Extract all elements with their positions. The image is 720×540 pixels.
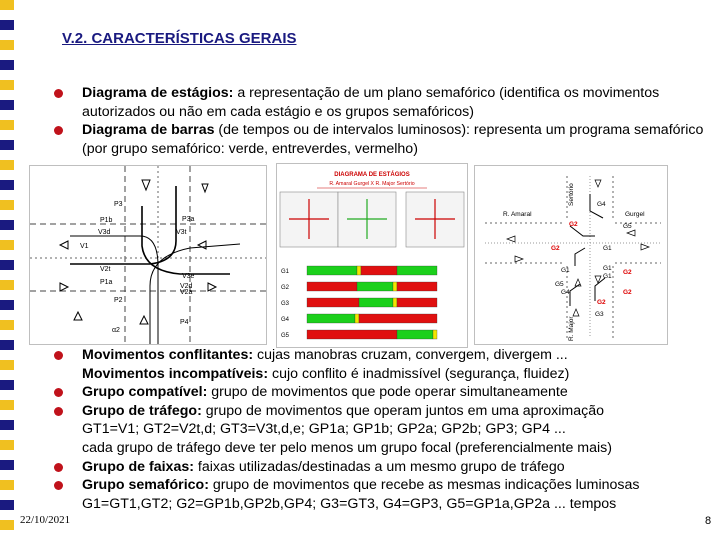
signal-group-label-red: G2 (597, 299, 606, 306)
bullet-term: Grupo de faixas: (82, 458, 194, 475)
signal-group-label: G5 (623, 223, 632, 230)
bullet-term: Diagrama de barras (82, 122, 215, 139)
movement-label: P3 (114, 201, 123, 208)
stage-diagram-subtitle: R. Amaral Gurgel X R. Major Sertório (329, 181, 415, 187)
bullet-dot-icon (54, 89, 63, 98)
bar-segment (307, 314, 355, 323)
stripe-block (0, 20, 14, 30)
bullet-term: Grupo compatível: (82, 384, 208, 401)
signal-group-label: G3 (595, 311, 604, 318)
bullet-dot-icon (54, 463, 63, 472)
stripe-block (0, 140, 14, 150)
movement-label: V2a (180, 289, 193, 296)
signal-group-label-red: G2 (551, 245, 560, 252)
bullet-term: Movimentos conflitantes: (82, 347, 254, 363)
signal-group-label: G4 (597, 201, 606, 208)
stripe-block (0, 500, 14, 510)
bullet-text: faixas utilizadas/destinadas a um mesmo grupo de tráfego (193, 458, 565, 475)
signal-group-label-red: G2 (623, 289, 632, 296)
bullet-item (52, 495, 716, 514)
bullet-item (52, 346, 716, 365)
street-label: R. Major (568, 316, 575, 341)
bullet-term: Grupo semafórico: (82, 477, 209, 494)
movement-label: V3d (98, 229, 111, 236)
stage-and-bar-diagram (276, 163, 468, 348)
bar-segment (359, 314, 437, 323)
movement-label: α2 (112, 327, 120, 334)
movement-diagram (29, 165, 267, 345)
signal-group-label: G1 (603, 245, 612, 252)
bullet-item (52, 84, 716, 121)
signal-group-label: G5 (555, 281, 564, 288)
signal-group-label-red: G2 (569, 221, 578, 228)
bar-segment (355, 314, 359, 323)
bar-segment (393, 282, 397, 291)
movement-label: V2d (180, 283, 193, 290)
bullet-term: Grupo de tráfego: (82, 402, 202, 419)
signal-group-label: G1 (603, 265, 612, 272)
bullet-text: GT1=V1; GT2=V2t,d; GT3=V3t,d,e; GP1a; GP1b; GP2a; GP2b; GP3; GP4 ... (82, 421, 566, 438)
bullet-term: Diagrama de estágios: (82, 85, 234, 101)
movement-label: V3e (182, 273, 195, 280)
stripe-block (0, 420, 14, 430)
stripe-block (0, 80, 14, 90)
bar-group-label: G4 (281, 317, 290, 323)
stripe-block (0, 480, 14, 490)
bar-segment (307, 266, 357, 275)
bullet-text: cujas manobras cruzam, convergem, divergem ... (253, 347, 568, 363)
bullet-item (52, 365, 716, 384)
stripe-block (0, 280, 14, 290)
bullet-dot-icon (54, 126, 63, 135)
bullet-text: (de tempos ou de intervalos luminosos): representa um programa semafórico (por grupo semafórico: verde, entreverdes, vermelho) (82, 122, 704, 157)
bullet-dot-icon (54, 351, 63, 360)
signal-group-label: G4 (561, 289, 570, 296)
stripe-block (0, 400, 14, 410)
bar-segment (307, 330, 397, 339)
bullet-text: grupo de movimentos que operam juntos em uma aproximação (201, 402, 605, 419)
bar-group-label: G5 (281, 333, 290, 339)
stripe-block (0, 240, 14, 250)
bar-segment (357, 282, 393, 291)
bullet-item (52, 383, 716, 402)
bar-segment (433, 330, 437, 339)
movement-label: P1a (100, 279, 113, 286)
stripe-block (0, 320, 14, 330)
bullet-term: Movimentos incompatíveis: (82, 365, 269, 382)
bullet-list-bottom (52, 346, 716, 513)
stripe-block (0, 300, 14, 310)
stripe-block (0, 460, 14, 470)
bullet-item (52, 420, 716, 439)
bullet-text: a representação de um plano semafórico (identifica os movimentos autorizados ou não em cada estágio e os grupos semafóricos) (82, 85, 660, 120)
bar-group-label: G3 (281, 301, 290, 307)
bar-segment (397, 298, 437, 307)
bar-segment (307, 298, 359, 307)
street-label: Gurgel (625, 211, 645, 218)
bullet-text: cada grupo de tráfego deve ter pelo menos um grupo focal (preferencialmente mais) (82, 439, 612, 456)
page-number: 8 (705, 515, 712, 527)
decorative-stripe (0, 0, 14, 540)
bar-segment (357, 266, 361, 275)
stripe-block (0, 0, 14, 10)
bullet-item (52, 121, 716, 158)
page-title: V.2. CARACTERÍSTICAS GERAIS (62, 30, 297, 47)
bar-group-label: G2 (281, 285, 290, 291)
stripe-block (0, 40, 14, 50)
bullet-text: G1=GT1,GT2; G2=GP1b,GP2b,GP4; G3=GT3, G4=GP3, G5=GP1a,GP2a ... tempos (82, 495, 617, 512)
stripe-block (0, 120, 14, 130)
bullet-text: cujo conflito é inadmissível (segurança, fluidez) (268, 365, 570, 382)
movement-label: P3a (182, 216, 195, 223)
signal-group-label-red: G2 (623, 269, 632, 276)
footer-date: 22/10/2021 (20, 514, 71, 526)
stripe-block (0, 360, 14, 370)
stripe-block (0, 340, 14, 350)
street-label: Sertório (568, 183, 575, 206)
stripe-block (0, 440, 14, 450)
bar-segment (397, 330, 433, 339)
bullet-item (52, 439, 716, 458)
stripe-block (0, 180, 14, 190)
bullet-item (52, 458, 716, 477)
stripe-block (0, 60, 14, 70)
bullet-text: grupo de movimentos que recebe as mesmas indicações luminosas (208, 477, 640, 494)
bar-segment (307, 282, 357, 291)
movement-label: V3t (176, 229, 187, 236)
bar-segment (397, 266, 437, 275)
signal-group-label: G1 (603, 273, 612, 280)
stripe-block (0, 520, 14, 530)
signal-group-label: G1 (561, 267, 570, 274)
movement-label: V1 (80, 243, 89, 250)
stripe-block (0, 100, 14, 110)
bar-group-label: G1 (281, 269, 290, 275)
bullet-dot-icon (54, 388, 63, 397)
stripe-block (0, 220, 14, 230)
signal-group-diagram (474, 165, 668, 345)
stripe-block (0, 200, 14, 210)
stripe-block (0, 380, 14, 390)
bar-segment (361, 266, 397, 275)
bar-segment (397, 282, 437, 291)
movement-label: P4 (180, 319, 189, 326)
bullet-item (52, 402, 716, 421)
bullet-item (52, 476, 716, 495)
bar-segment (393, 298, 397, 307)
bar-segment (359, 298, 393, 307)
bullet-dot-icon (54, 407, 63, 416)
movement-label: P1b (100, 217, 113, 224)
movement-label: P2 (114, 297, 123, 304)
stripe-block (0, 160, 14, 170)
bullet-list-top (52, 84, 716, 158)
bullet-dot-icon (54, 481, 63, 490)
bullet-text: grupo de movimentos que pode operar simultaneamente (207, 384, 568, 401)
movement-label: V2t (100, 266, 111, 273)
stripe-block (0, 260, 14, 270)
stage-diagram-title: DIAGRAMA DE ESTÁGIOS (334, 172, 410, 178)
street-label: R. Amaral (503, 211, 532, 218)
